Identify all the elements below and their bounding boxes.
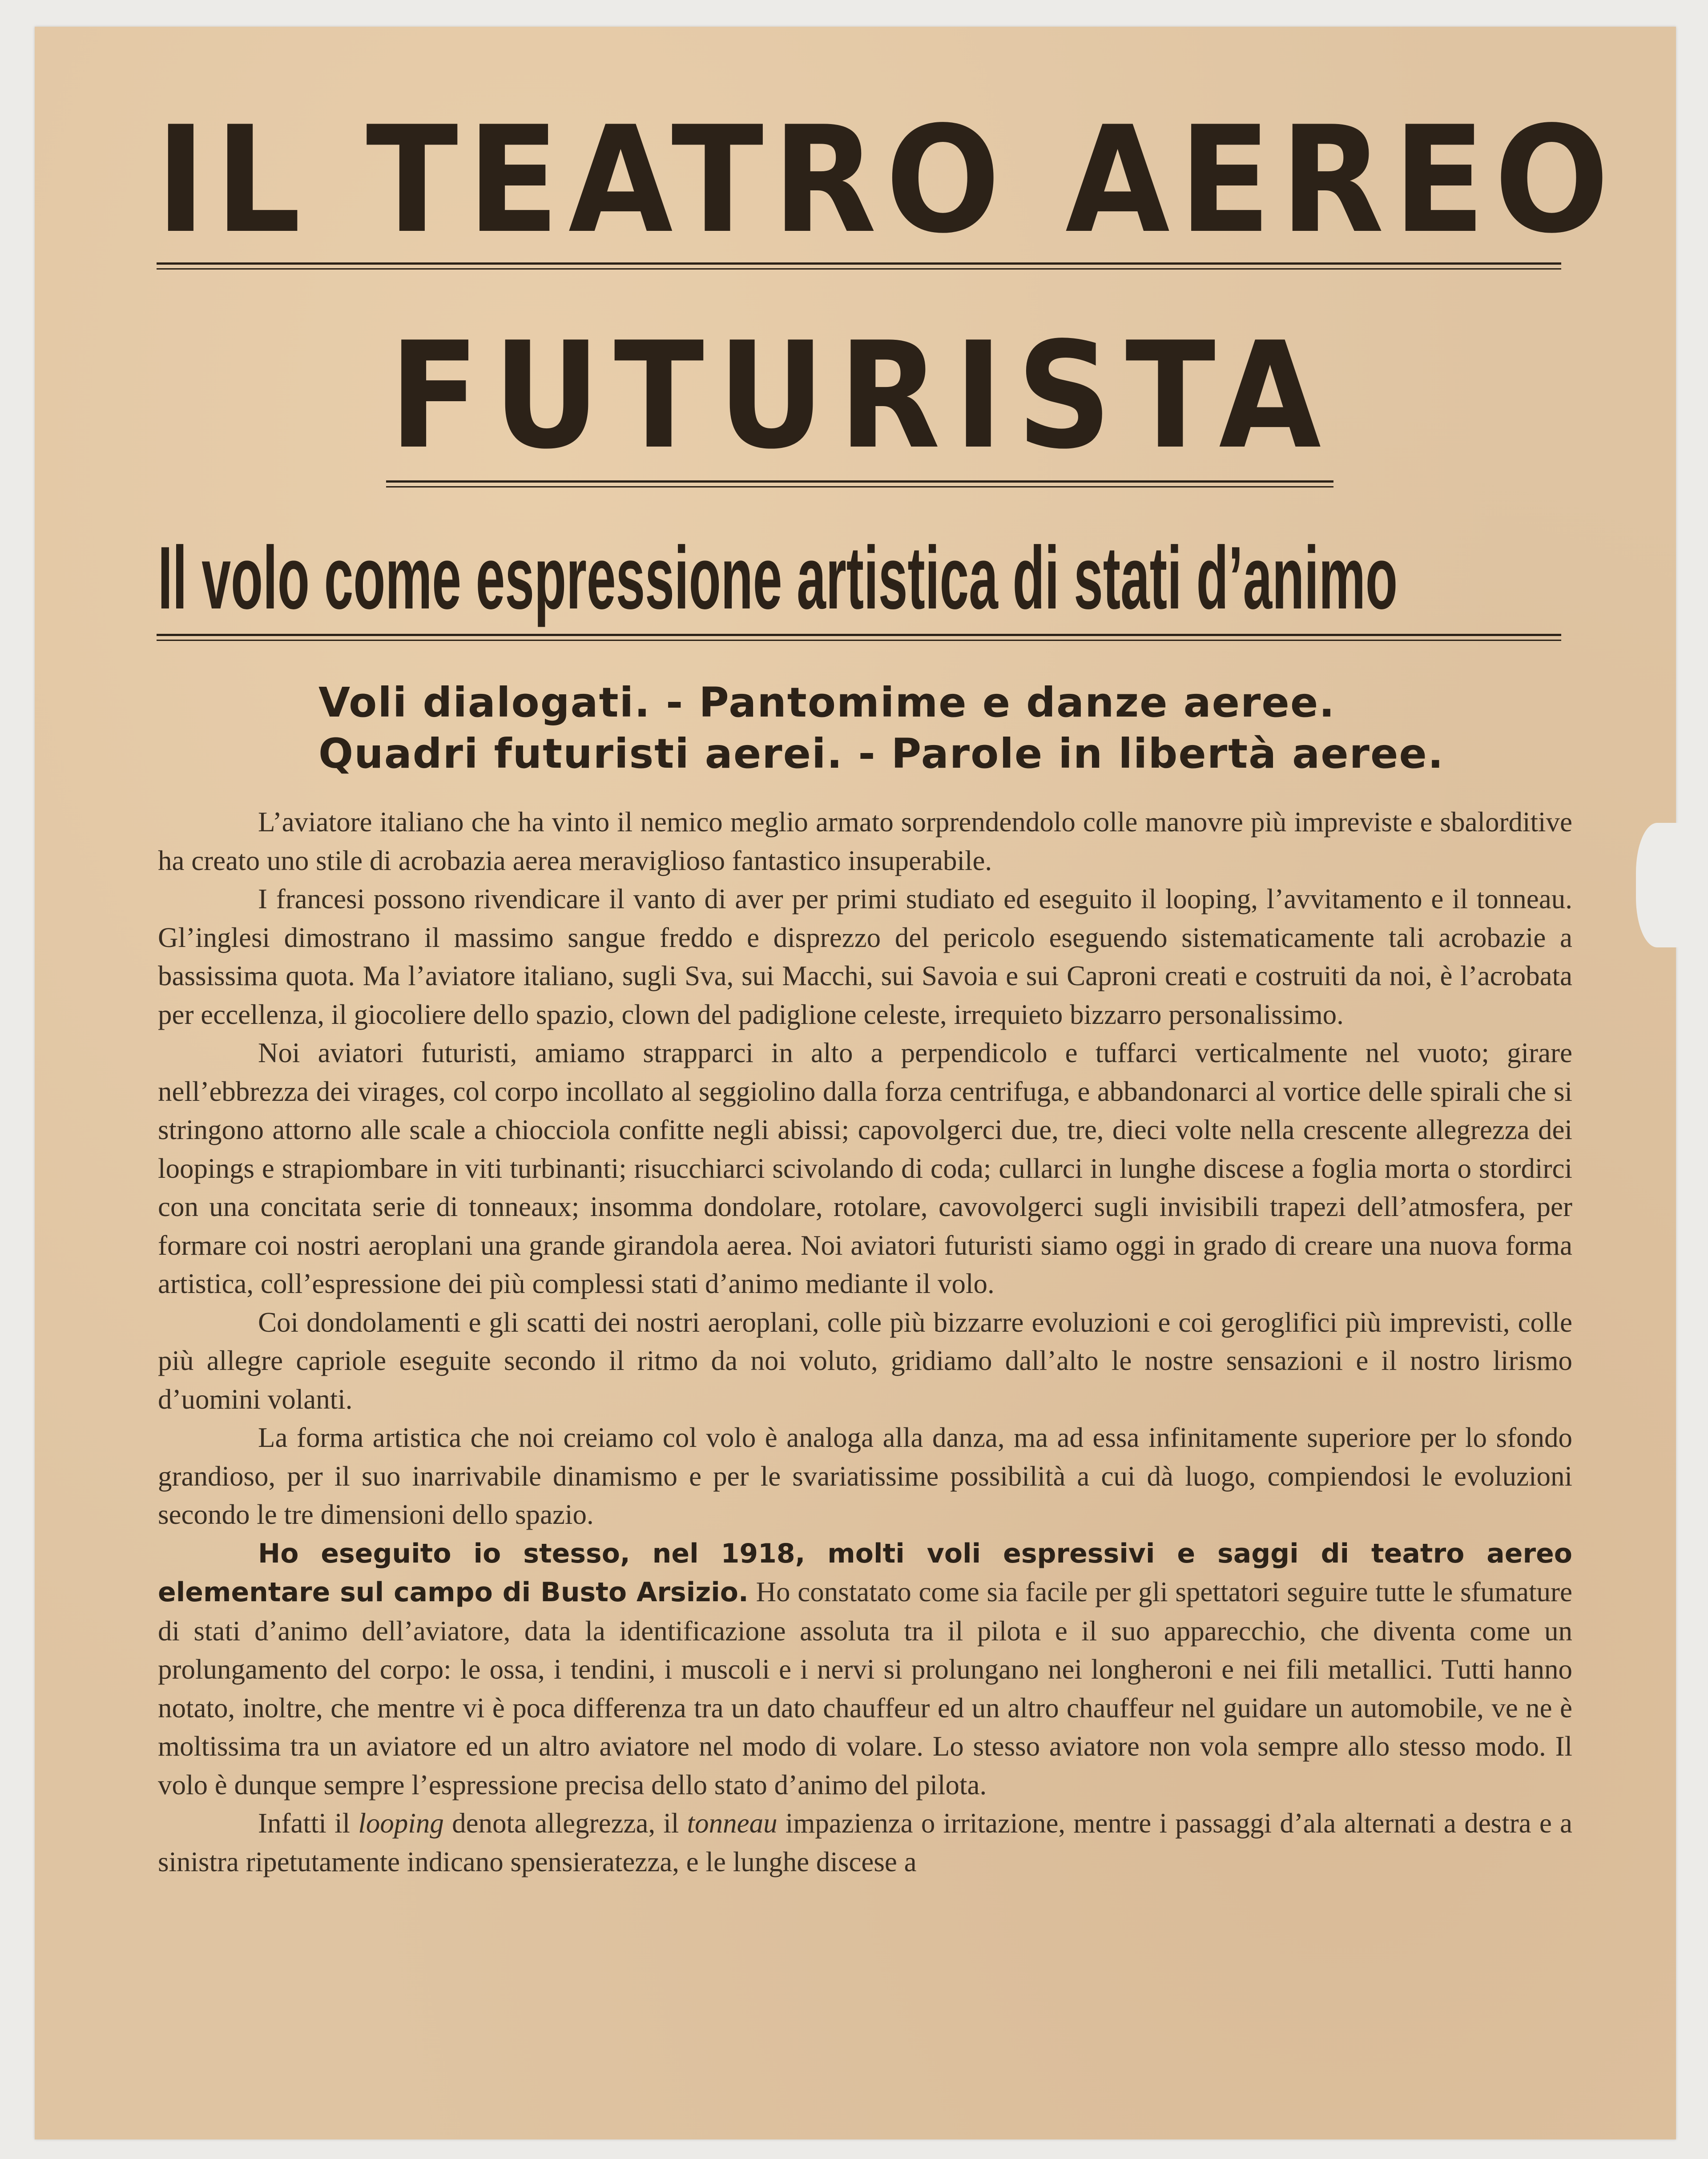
paragraph-7-text-b: denota allegrezza, il bbox=[443, 1808, 687, 1839]
paragraph-6-bold-lead: Ho eseguito io stesso, nel 1918, molti voli espressivi e saggi di teatro aereo elementare sul campo di Busto Arsizio. bbox=[158, 1538, 1572, 1608]
paragraph-6-text: Ho constatato come sia facile per gli spettatori seguire tutte le sfumature di stati d’animo dell’aviatore, data la identificazione assoluta tra il pilota e il suo apparecchio, che diventa come un prolungamento del corpo: le ossa, i tendini, i muscoli e i nervi si prolungano nei longheroni e nei fili metallici. Tutti hanno notato, inoltre, che mentre vi è poca differenza tra un dato chauffeur ed un altro chauffeur nel guidare un automobile, ve ne è moltissima tra un aviatore ed un altro aviatore nel modo di volare. Lo stesso aviatore non vola sempre allo stesso modo. Il volo è dunque sempre l’espressione precisa dello stato d’animo del pilota. bbox=[158, 1576, 1572, 1801]
paragraph-7-text-a: Infatti il bbox=[258, 1808, 359, 1839]
subtitle-divider bbox=[157, 634, 1561, 641]
title-line-1: IL TEATRO AEREO bbox=[156, 95, 1618, 266]
manifesto-body bbox=[158, 803, 1572, 1881]
paragraph-3: Noi aviatori futuristi, amiamo strapparci in alto a perpendicolo e tuffarci verticalmente nel vuoto; girare nell’ebbrezza dei virages, col corpo incollato al seggiolino dalla forza centrifuga, e abbandonarci al vortice delle spirali che si stringono attorno alle scale a chiocciola confitte negli abissi; capovolgerci due, tre, dieci volte nella crescente allegrezza dei loopings e strapiombare in viti turbinanti; risucchiarci scivolando di coda; cullarci in lunghe discese a foglia morta o stordirci con una concitata serie di tonneaux; insomma dondolare, rotolare, cavovolgerci sugli invisibili trapezi dell’atmosfera, per formare coi nostri aeroplani una grande girandola aerea. Noi aviatori futuristi siamo oggi in grado di creare una nuova forma artistica, coll’espressione dei più complessi stati d’animo mediante il volo. bbox=[158, 1037, 1572, 1299]
section-heading-line-1: Voli dialogati. - Pantomime e danze aeree. bbox=[318, 679, 1336, 726]
section-heading-line-2: Quadri futuristi aerei. - Parole in libertà aeree. bbox=[318, 730, 1444, 777]
paragraph-7 bbox=[158, 1804, 1572, 1881]
term-tonneau: tonneau bbox=[687, 1808, 777, 1839]
term-looping: looping bbox=[358, 1808, 444, 1839]
title-divider-1 bbox=[157, 262, 1561, 270]
paragraph-6 bbox=[158, 1534, 1572, 1805]
paragraph-7-text-c: impazienza o irritazione, mentre i passaggi d’ala alternati a destra e a sinistra ripetutamente indicano spensieratezza, e le lunghe discese a bbox=[158, 1808, 1572, 1877]
paragraph-1: L’aviatore italiano che ha vinto il nemico meglio armato sorprendendolo colle manovre più impreviste e sbalorditive ha creato uno stile di acrobazia aerea meraviglioso fantastico insuperabile. bbox=[158, 806, 1572, 876]
paragraph-2: I francesi possono rivendicare il vanto di aver per primi studiato ed eseguito il looping, l’avvitamento e il tonneau. Gl’inglesi dimostrano il massimo sangue freddo e disprezzo del pericolo eseguendo sistematicamente tali acrobazie a bassissima quota. Ma l’aviatore italiano, sugli Sva, sui Macchi, sui Savoia e sui Caproni creati e costruiti da noi, è l’acrobata per eccellenza, il giocoliere dello spazio, clown del padiglione celeste, irrequieto bizzarro personalissimo. bbox=[158, 883, 1572, 1030]
paragraph-5: La forma artistica che noi creiamo col volo è analoga alla danza, ma ad essa infinitamente superiore per lo sfondo grandioso, per il suo inarrivabile dinamismo e per le svariatissime possibilità a cui dà luogo, compiendosi le evoluzioni secondo le tre dimensioni dello spazio. bbox=[158, 1422, 1572, 1530]
title-line-2: FUTURISTA bbox=[389, 310, 1335, 481]
title-divider-2 bbox=[386, 480, 1333, 487]
subtitle: Il volo come espressione artistica di stati d’animo bbox=[158, 528, 1398, 628]
torn-edge bbox=[1636, 823, 1689, 947]
paragraph-4: Coi dondolamenti e gli scatti dei nostri aeroplani, colle più bizzarre evoluzioni e coi geroglifici più imprevisti, colle più allegre capriole eseguite secondo il ritmo da noi voluto, gridiamo dall’alto le nostre sensazioni e il nostro lirismo d’uomini volanti. bbox=[158, 1306, 1572, 1415]
